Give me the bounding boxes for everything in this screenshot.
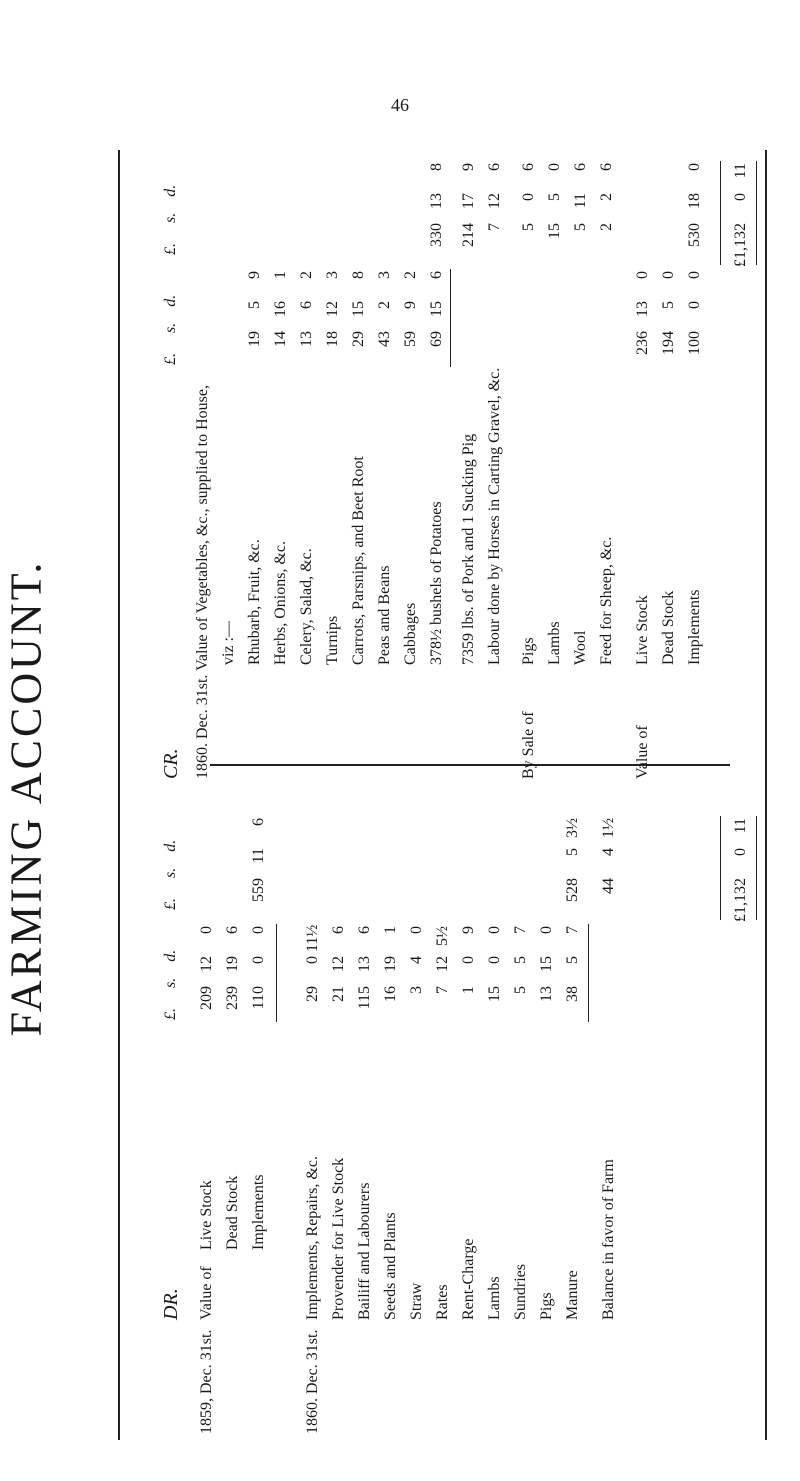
cr-veg-item: Carrots, Parsnips, and Beet Root xyxy=(350,456,367,665)
cr-grand-total-row xyxy=(728,155,754,785)
dr-expense-item: Provender for Live Stock xyxy=(330,1157,347,1320)
dr-balance-row xyxy=(596,810,622,1440)
cr-veg-item: Rhubarb, Fruit, &c. xyxy=(246,539,263,665)
dr-exp-total-s: 5 xyxy=(564,848,581,856)
dr-expense-l: 13 xyxy=(538,986,555,1002)
cr-veg-d: 2 xyxy=(298,271,315,279)
dr-opening-row xyxy=(194,810,220,1440)
cr-veg-l: 29 xyxy=(350,331,367,347)
dr-expense-d: 11½ xyxy=(304,924,321,952)
cr-hdr-outer-d: d. xyxy=(162,184,179,197)
dr-expense-item: Pigs xyxy=(538,1292,555,1320)
cr-veg-l: 19 xyxy=(246,331,263,347)
cr-labour-s: 12 xyxy=(486,193,503,209)
cr-sale-row xyxy=(516,155,542,785)
cr-grand-total-d: 11 xyxy=(732,163,749,179)
dr-expense-item: Rates xyxy=(434,1284,451,1320)
cr-veg-l: 14 xyxy=(272,331,289,347)
dr-expense-item: Lambs xyxy=(486,1276,503,1320)
cr-labour-d: 6 xyxy=(486,163,503,171)
dr-expense-s: 19 xyxy=(382,956,399,972)
cr-veg-d: 6 xyxy=(428,271,445,279)
cr-pork-d: 9 xyxy=(460,163,477,171)
cr-sale-s: 5 xyxy=(546,193,563,201)
cr-grand-total-s: 0 xyxy=(732,193,749,201)
cr-labour-row xyxy=(482,155,508,785)
cr-value-item: Dead Stock xyxy=(660,590,677,665)
cr-values-total-d: 0 xyxy=(686,163,703,171)
dr-hdr-inner-s: s. xyxy=(162,977,179,988)
cr-veg-item: Peas and Beans xyxy=(376,565,393,665)
cr-labour-l: 7 xyxy=(486,223,503,231)
dr-expense-row xyxy=(326,810,352,1440)
dr-expense-l: 38 xyxy=(564,986,581,1002)
cr-value-d: 0 xyxy=(634,271,651,279)
cr-veg-d: 3 xyxy=(324,271,341,279)
dr-opening-item: Dead Stock xyxy=(224,1175,241,1250)
cr-labour-item: Labour done by Horses in Carting Gravel, &c. xyxy=(486,367,503,665)
dr-expense-l: 16 xyxy=(382,986,399,1002)
cr-veg-s: 9 xyxy=(402,301,419,309)
cr-veg-row xyxy=(372,155,398,785)
cr-veg-s: 15 xyxy=(350,301,367,317)
cr-pork-l: 214 xyxy=(460,223,477,247)
cr-inner-header xyxy=(158,295,184,365)
dr-opening-d: 0 xyxy=(250,926,267,934)
debit-panel xyxy=(150,810,800,1440)
dr-expense-d: 7 xyxy=(564,926,581,934)
cr-value-row xyxy=(656,155,682,785)
cr-veg-d: 2 xyxy=(402,271,419,279)
dr-expense-row xyxy=(456,810,482,1440)
cr-pork-row xyxy=(456,155,482,785)
cr-value-item: Implements xyxy=(686,589,703,665)
dr-expense-row xyxy=(404,810,430,1440)
cr-veg-bracket-rule xyxy=(450,269,451,367)
cr-sale-l: 15 xyxy=(546,223,563,239)
cr-sale-d: 6 xyxy=(572,163,589,171)
cr-sale-d: 6 xyxy=(520,163,537,171)
dr-balance-l: 44 xyxy=(600,878,617,894)
cr-pork-item: 7359 lbs. of Pork and 1 Sucking Pig xyxy=(460,433,477,665)
dr-expense-s: 5 xyxy=(512,956,529,964)
dr-expense-row xyxy=(508,810,534,1440)
cr-veg-total-s: 13 xyxy=(428,193,445,209)
dr-expense-d: 6 xyxy=(330,926,347,934)
cr-sale-item: Feed for Sheep, &c. xyxy=(598,536,615,665)
dr-expense-item: Seeds and Plants xyxy=(382,1212,399,1320)
dr-opening-d: 6 xyxy=(224,926,241,934)
dr-inner-header xyxy=(158,950,184,1020)
dr-expense-row xyxy=(352,810,378,1440)
dr-opening-s: 19 xyxy=(224,956,241,972)
dr-grand-total-s: 0 xyxy=(732,848,749,856)
dr-expense-row xyxy=(534,810,560,1440)
dr-outer-header xyxy=(158,840,184,910)
dr-exp-total-l: 528 xyxy=(564,878,581,902)
cr-value-d: 0 xyxy=(686,271,703,279)
dr-balance-d: 1½ xyxy=(600,818,617,838)
dr-expense-s: 0 xyxy=(304,956,321,964)
cr-veg-total-d: 8 xyxy=(428,163,445,171)
cr-veg-item: Turnips xyxy=(324,615,341,665)
dr-expense-item: Rent-Charge xyxy=(460,1238,477,1320)
cr-value-d: 0 xyxy=(660,271,677,279)
dr-opening-l: 209 xyxy=(198,986,215,1010)
cr-veg-row xyxy=(424,155,450,785)
cr-sale-item: Wool xyxy=(572,630,589,665)
dr-expense-item: Bailiff and Labourers xyxy=(356,1182,373,1320)
cr-veg-item: Cabbages xyxy=(402,602,419,665)
dr-balance-s: 4 xyxy=(600,848,617,856)
cr-veg-total-l: 330 xyxy=(428,223,445,247)
dr-expense-row xyxy=(560,810,586,1440)
cr-total-rule xyxy=(720,161,721,265)
dr-expense-l: 21 xyxy=(330,986,347,1002)
cr-sale-s: 0 xyxy=(520,193,537,201)
cr-value-l: 236 xyxy=(634,331,651,355)
cr-veg-s: 12 xyxy=(324,301,341,317)
cr-sales-intro: By Sale of xyxy=(520,711,537,779)
cr-veg-s: 5 xyxy=(246,301,263,309)
dr-opening-intro: Value of xyxy=(198,1266,215,1320)
dr-expense-s: 15 xyxy=(538,956,555,972)
cr-veg-d: 3 xyxy=(376,271,393,279)
dr-expense-row xyxy=(482,810,508,1440)
cr-value-s: 5 xyxy=(660,301,677,309)
dr-grand-total-l: £1,132 xyxy=(732,878,749,922)
dr-expense-l: 15 xyxy=(486,986,503,1002)
dr-exp-total-d: 3½ xyxy=(564,818,581,838)
cr-value-row xyxy=(630,155,656,785)
cr-sale-row xyxy=(568,155,594,785)
cr-values-total-s: 18 xyxy=(686,193,703,209)
dr-opening-row xyxy=(220,810,246,1440)
cr-veg-d: 8 xyxy=(350,271,367,279)
dr-opening-total-s: 11 xyxy=(250,848,267,864)
dr-expense-row xyxy=(300,810,326,1440)
dr-opening-s: 0 xyxy=(250,956,267,964)
cr-value-l: 100 xyxy=(686,331,703,355)
cr-sale-l: 2 xyxy=(598,223,615,231)
cr-veg-s: 15 xyxy=(428,301,445,317)
dr-expense-l: 29 xyxy=(304,986,321,1002)
dr-opening-item: Live Stock xyxy=(198,1180,215,1250)
dr-expense-l: 1 xyxy=(460,986,477,994)
cr-sale-l: 5 xyxy=(572,223,589,231)
dr-expense-d: 7 xyxy=(512,926,529,934)
dr-expense-l: 3 xyxy=(408,986,425,994)
account-title-text: FARMING ACCOUNT. xyxy=(1,559,51,1037)
dr-hdr-inner-d: d. xyxy=(162,949,179,962)
dr-exp-date: 1860. Dec. 31st. xyxy=(304,1329,321,1434)
dr-expense-row xyxy=(430,810,456,1440)
cr-veg-row xyxy=(346,155,372,785)
cr-hdr-outer-s: s. xyxy=(162,212,179,223)
cr-sale-row xyxy=(594,155,620,785)
cr-hdr-inner-d: d. xyxy=(162,294,179,307)
cr-sale-d: 0 xyxy=(546,163,563,171)
cr-veg-row xyxy=(320,155,346,785)
cr-value-s: 13 xyxy=(634,301,651,317)
cr-veg-l: 59 xyxy=(402,331,419,347)
dr-expense-s: 5 xyxy=(564,956,581,964)
dr-expense-d: 1 xyxy=(382,926,399,934)
dr-hdr-inner-l: £. xyxy=(162,1008,179,1020)
dr-expense-d: 6 xyxy=(356,926,373,934)
cr-value-item: Live Stock xyxy=(634,595,651,665)
cr-hdr-inner-l: £. xyxy=(162,353,179,365)
cr-veg-s: 2 xyxy=(376,301,393,309)
cr-veg-row xyxy=(398,155,424,785)
dr-expense-item: Implements, Repairs, &c. xyxy=(304,1156,321,1320)
dr-opening-s: 12 xyxy=(198,956,215,972)
cr-hdr-outer-l: £. xyxy=(162,243,179,255)
cr-value-s: 0 xyxy=(686,301,703,309)
dr-opening-total-l: 559 xyxy=(250,878,267,902)
dr-opening-date: 1859, Dec. 31st. xyxy=(198,1329,215,1434)
credit-side-label: CR. xyxy=(160,748,182,779)
dr-opening-rule xyxy=(276,924,277,1022)
cr-sale-s: 11 xyxy=(572,193,589,209)
cr-sale-row xyxy=(542,155,568,785)
dr-opening-l: 110 xyxy=(250,986,267,1010)
cr-veg-s: 16 xyxy=(272,301,289,317)
cr-value-row xyxy=(682,155,708,785)
cr-veg-row xyxy=(294,155,320,785)
dr-expense-l: 115 xyxy=(356,986,373,1010)
dr-opening-d: 0 xyxy=(198,926,215,934)
cr-hdr-inner-s: s. xyxy=(162,322,179,333)
dr-grand-total-d: 11 xyxy=(732,818,749,834)
cr-intro: 1860. Dec. 31st. Value of Vegetables, &c., supplied to House, xyxy=(194,384,211,779)
dr-balance-item: Balance in favor of Farm xyxy=(600,1159,617,1320)
credit-panel xyxy=(150,155,800,785)
dr-hdr-outer-d: d. xyxy=(162,839,179,852)
debit-side-label: DR. xyxy=(160,1288,182,1320)
cr-veg-item: Celery, Salad, &c. xyxy=(298,548,315,665)
dr-opening-row xyxy=(246,810,272,1440)
cr-sale-s: 2 xyxy=(598,193,615,201)
dr-expense-l: 7 xyxy=(434,986,451,994)
cr-pork-s: 17 xyxy=(460,193,477,209)
cr-values-total-l: 530 xyxy=(686,223,703,247)
cr-value-intro: Value of xyxy=(634,725,651,779)
dr-expense-d: 9 xyxy=(460,926,477,934)
dr-expense-item: Sundries xyxy=(512,1264,529,1320)
dr-expense-s: 12 xyxy=(330,956,347,972)
dr-expense-s: 12 xyxy=(434,956,451,972)
dr-expense-d: 5½ xyxy=(434,926,451,946)
dr-hdr-outer-s: s. xyxy=(162,867,179,878)
dr-expense-rule xyxy=(588,924,589,1022)
cr-veg-d: 9 xyxy=(246,271,263,279)
cr-veg-l: 18 xyxy=(324,331,341,347)
dr-expense-row xyxy=(378,810,404,1440)
dr-expense-d: 0 xyxy=(408,926,425,934)
cr-sale-d: 6 xyxy=(598,163,615,171)
cr-veg-item: 378½ bushels of Potatoes xyxy=(428,501,445,665)
cr-veg-s: 6 xyxy=(298,301,315,309)
cr-sale-item: Pigs xyxy=(520,637,537,665)
cr-veg-row xyxy=(242,155,268,785)
dr-expense-l: 5 xyxy=(512,986,529,994)
dr-expense-s: 0 xyxy=(460,956,477,964)
dr-total-double-rule xyxy=(756,816,757,920)
dr-expense-s: 13 xyxy=(356,956,373,972)
cr-veg-l: 13 xyxy=(298,331,315,347)
dr-expense-d: 0 xyxy=(538,926,555,934)
dr-expense-s: 0 xyxy=(486,956,503,964)
dr-opening-total-d: 6 xyxy=(250,818,267,826)
cr-outer-header xyxy=(158,185,184,255)
dr-expense-item: Manure xyxy=(564,1270,581,1320)
dr-opening-item: Implements xyxy=(250,1174,267,1250)
dr-expense-d: 0 xyxy=(486,926,503,934)
dr-total-rule xyxy=(720,816,721,920)
cr-veg-l: 69 xyxy=(428,331,445,347)
cr-veg-l: 43 xyxy=(376,331,393,347)
cr-viz: viz :— xyxy=(220,621,237,665)
dr-expense-item: Straw xyxy=(408,1282,425,1320)
cr-veg-item: Herbs, Onions, &c. xyxy=(272,541,289,665)
dr-opening-l: 239 xyxy=(224,986,241,1010)
dr-expense-s: 4 xyxy=(408,956,425,964)
cr-total-double-rule xyxy=(756,161,757,265)
cr-veg-d: 1 xyxy=(272,271,289,279)
cr-sale-item: Lambs xyxy=(546,621,563,665)
frame-left-rule xyxy=(118,150,120,1440)
cr-value-l: 194 xyxy=(660,331,677,355)
cr-grand-total-l: £1,132 xyxy=(732,223,749,267)
dr-grand-total-row xyxy=(728,810,754,1440)
dr-hdr-outer-l: £. xyxy=(162,898,179,910)
cr-veg-row xyxy=(268,155,294,785)
cr-sale-l: 5 xyxy=(520,223,537,231)
page-number: 46 xyxy=(391,95,409,115)
